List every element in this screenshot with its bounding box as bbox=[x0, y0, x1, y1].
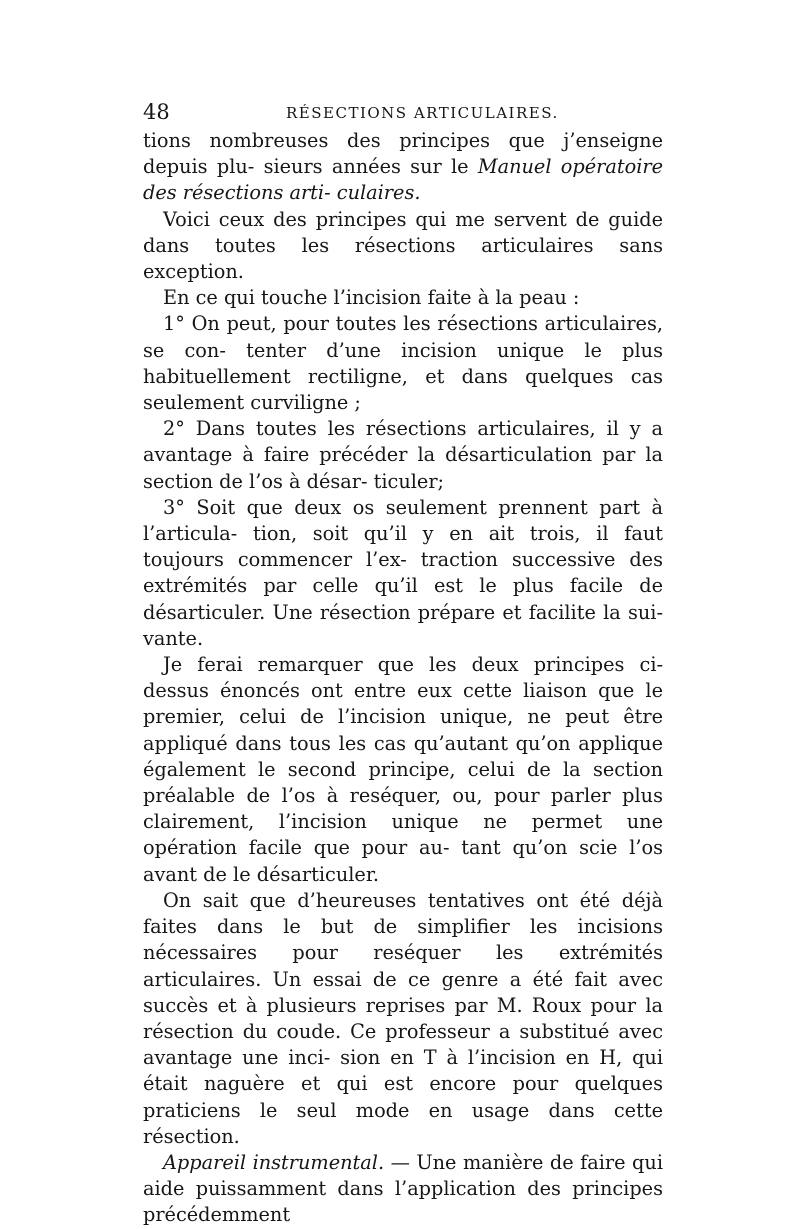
body-text-run: tenter d’une incision unique le plus habituellement rectiligne, bbox=[143, 338, 663, 388]
body-text-run: pour quelques praticiens le seul mode en usage dans cette bbox=[143, 1072, 663, 1122]
body-text-run: préalable de l’os à reséquer, ou, pour parler plus clairement, bbox=[143, 784, 663, 834]
body-text-run: résection. bbox=[143, 1124, 240, 1148]
body-text-run: vante. bbox=[143, 626, 204, 650]
running-title: RÉSECTIONS ARTICULAIRES. bbox=[286, 104, 559, 122]
paragraph bbox=[143, 652, 663, 888]
body-text-run: le but de simplifier les incisions nécessaires pour reséquer les bbox=[143, 915, 663, 965]
body-text-run: 2° Dans toutes les résections articulaires, il y a avantage à bbox=[143, 417, 663, 467]
paragraph bbox=[143, 207, 663, 286]
paragraph bbox=[143, 495, 663, 652]
body-text-run: facile de désarticuler. Une résection prépare et facilite la sui- bbox=[143, 574, 663, 624]
body-text bbox=[143, 128, 663, 1229]
body-text-run: Je ferai remarquer que les deux principes ci-dessus énoncés bbox=[143, 653, 663, 703]
body-text-run: unique, ne peut être appliqué dans tous les cas qu’autant qu’on bbox=[143, 705, 663, 755]
body-text-run: et dans quelques cas seulement curviligne ; bbox=[143, 364, 663, 415]
paragraph bbox=[143, 285, 663, 311]
emphasis-text: culaires. bbox=[336, 181, 421, 205]
body-text-run: succès et à plusieurs reprises par M. Roux pour la résection bbox=[143, 993, 663, 1043]
body-text-run: l’incision unique ne permet une opération facile que pour au- bbox=[143, 810, 663, 860]
emphasis-text: Manuel opératoire des résections arti- bbox=[143, 155, 663, 205]
body-text-run: 1° On peut, pour toutes les résections articulaires, se con- bbox=[143, 312, 663, 362]
body-text-run: extrémités articulaires. Un essai de ce genre a été fait avec bbox=[143, 941, 663, 991]
paragraph bbox=[143, 128, 663, 207]
page-header bbox=[143, 97, 663, 127]
body-text-run: En ce qui touche l’incision faite à la peau : bbox=[163, 286, 580, 310]
body-text-run: On sait que d’heureuses tentatives ont été déjà faites dans bbox=[143, 888, 663, 939]
body-text-run: traction successive des extrémités par celle qu’il est le plus bbox=[143, 548, 663, 598]
body-text-run: tions nombreuses des principes que j’enseigne depuis plu- bbox=[143, 129, 663, 179]
paragraph bbox=[143, 416, 663, 495]
page-number: 48 bbox=[143, 100, 170, 124]
body-text-run: tion, soit qu’il y en ait trois, il faut toujours commencer l’ex- bbox=[143, 522, 663, 572]
body-text-run: ticuler; bbox=[373, 469, 445, 493]
body-text-run: toutes les résections articulaires sans exception. bbox=[143, 233, 664, 284]
body-text-run: applique également le second principe, celui de la section bbox=[143, 731, 663, 781]
body-text-run: ont entre eux cette liaison que le premier, celui de l’incision bbox=[143, 679, 663, 729]
body-text-run: du coude. Ce professeur a substitué avec avantage une inci- bbox=[143, 1019, 663, 1070]
body-text-run: — Une manière de faire qui aide bbox=[143, 1150, 663, 1201]
body-text-run: tant qu’on scie l’os avant de le désarticuler. bbox=[143, 836, 663, 886]
body-text-run: sion en T à l’incision en H, qui était naguère et qui est encore bbox=[143, 1046, 663, 1096]
paragraph bbox=[143, 888, 663, 1150]
paragraph bbox=[143, 311, 663, 416]
emphasis-text: Appareil instrumental. bbox=[163, 1150, 385, 1174]
body-text-run: puissamment dans l’application des principes précédemment bbox=[143, 1177, 663, 1227]
body-text-run: 3° Soit que deux os seulement prennent part à l’articula- bbox=[143, 495, 663, 546]
body-text-run: faire précéder la désarticulation par la section de l’os à désar- bbox=[143, 443, 663, 493]
body-text-run: Voici ceux des principes qui me servent de guide dans bbox=[143, 207, 663, 257]
body-text-run: sieurs années sur le bbox=[263, 155, 478, 179]
paragraph bbox=[143, 1150, 663, 1229]
